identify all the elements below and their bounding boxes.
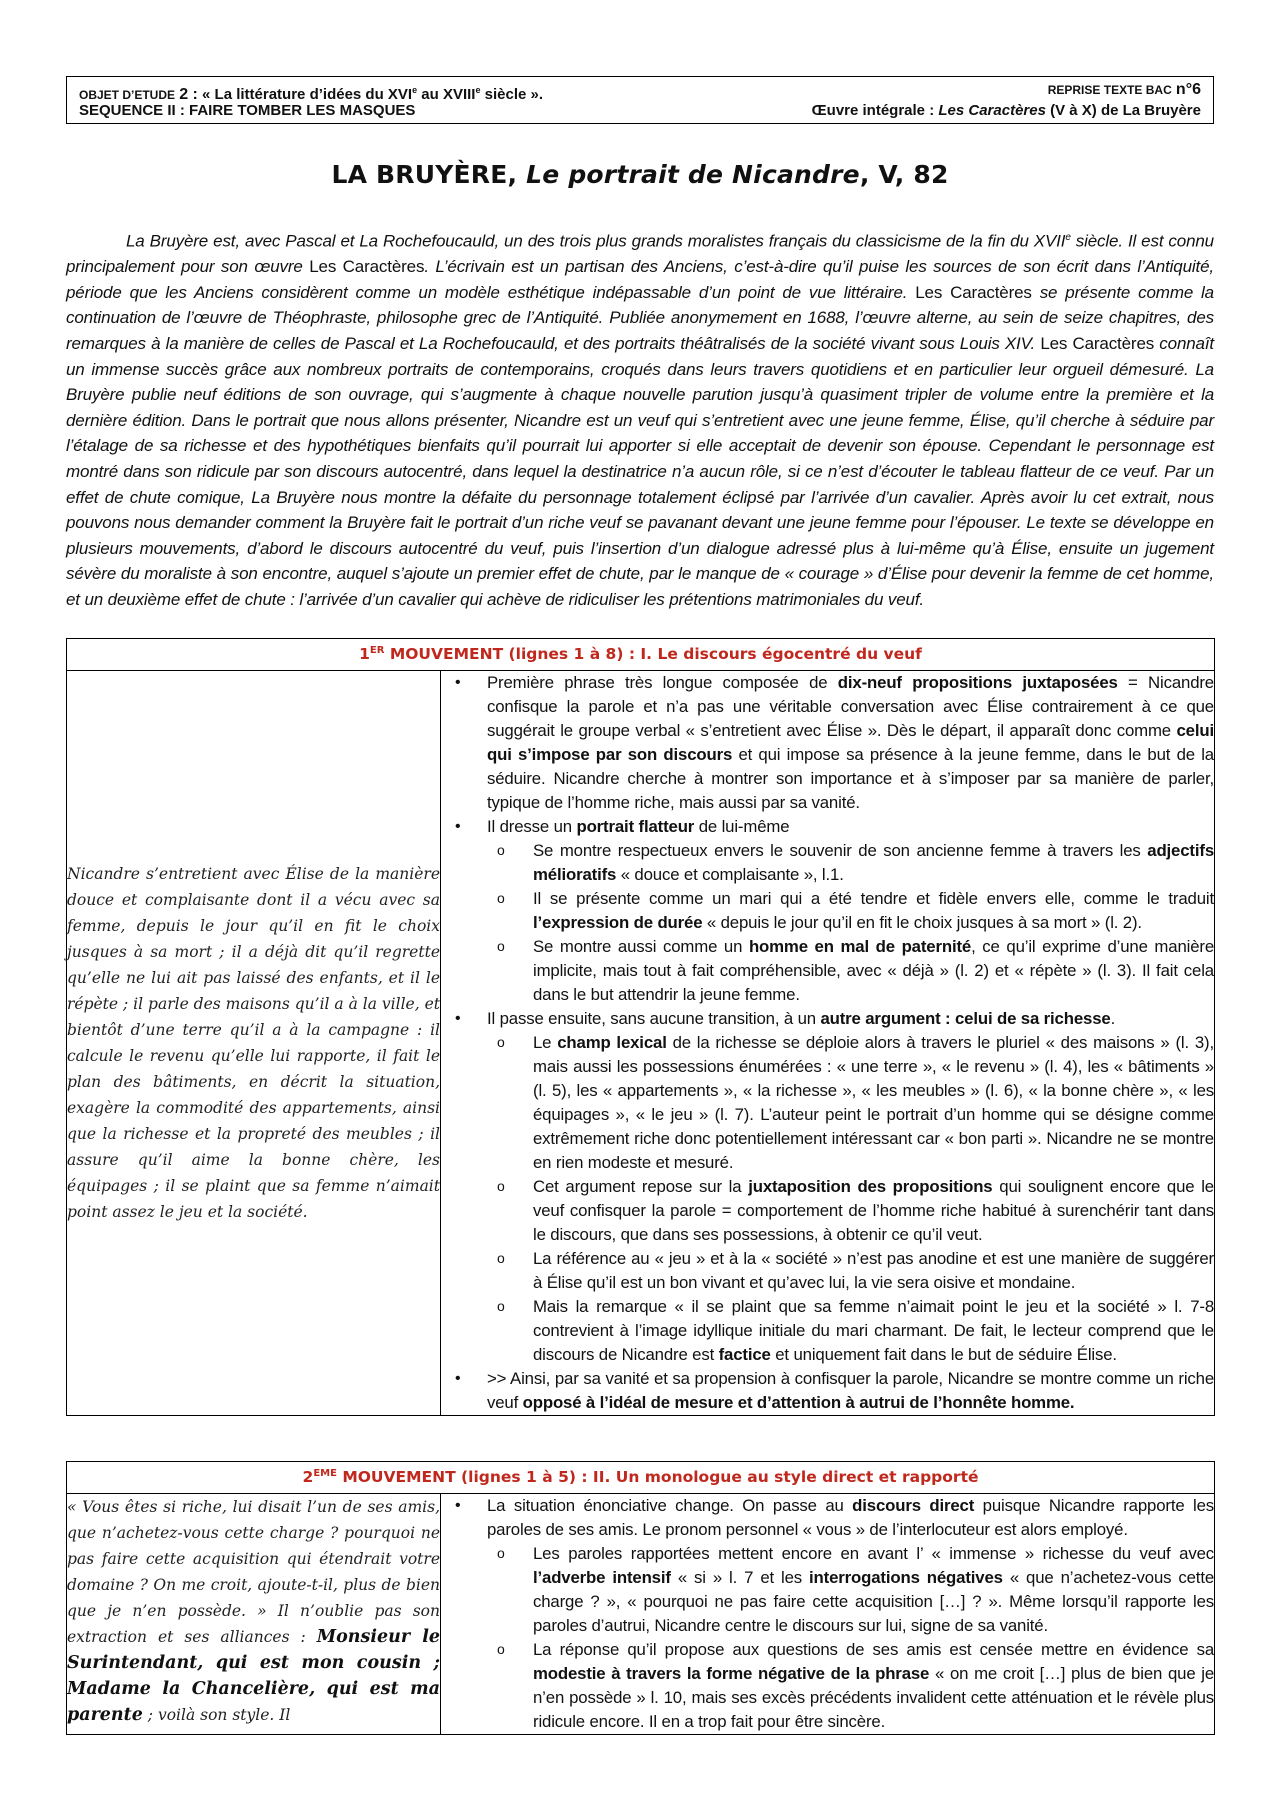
sub-list-item: o Mais la remarque « il se plaint que sa femme n’aimait point le jeu et la société » l. 7-8 contrevient à l’image idyllique initiale du mari charmant. De fait, le lecteur comprend que le discours de Nicandre est factice et uniquement fait dans le but de séduire Élise. bbox=[487, 1295, 1214, 1367]
movement-2-analysis bbox=[441, 1494, 1215, 1735]
movement-1-table bbox=[66, 638, 1215, 1416]
movement-1-analysis bbox=[441, 671, 1215, 1416]
list-item: • La situation énonciative change. On passe au discours direct puisque Nicandre rapporte les paroles de ses amis. Le pronom personnel « vous » de l’interlocuteur est alors employé. o Les paroles rapportées mettent encore en avant l’ « immense » richesse du veuf avec l’adverbe intensif « si » l. 7 et les interrogations négatives « que n’achetez-vous cette charge ? », « pourquoi ne pas faire cette acquisition […] ? ». Même lorsqu’il rapporte les paroles d’autrui, Nicandre centre le discours sur lui, signe de sa vanité. o La réponse qu’il propose aux questions de ses amis est censée mettre en évidence sa modestie à travers la forme négative de la phrase « on me croit […] plus de bien que je n’en possède » l. 10, mais ses excès précédents invalident cette atténuation et le révèle plus ridicule encore. Il en a trop fait pour être sincère. bbox=[441, 1494, 1214, 1734]
sub-list-item: o Le champ lexical de la richesse se déploie alors à travers le pluriel « des maisons » (l. 3), mais aussi les possessions énumérées : « une terre », « le revenu » (l. 4), les « bâtiments » (l. 5), les « appartements », « la richesse », « les meubles » (l. 6), « la bonne chère », « les équipages », « le jeu » (l. 7). L’auteur peint le portrait d’un homme qui se désigne comme extrêmement riche donc potentiellement intéressant car « bon parti ». Nicandre ne se montre en rien modeste et mesuré. bbox=[487, 1031, 1214, 1175]
oeuvre-label: Œuvre intégrale : Les Caractères (V à X) de La Bruyère bbox=[811, 102, 1201, 119]
movement-2-quote: « Vous êtes si riche, lui disait l’un de ses amis, que n’achetez-vous cette charge ? pourquoi ne pas faire cette acquisition qui étendrait votre domaine ? On me croit, ajoute-t-il, plus de bien que je n’en possède. » Il n’oublie pas son extraction et ses alliances : Monsieur le Surintendant, qui est mon cousin ; Madame la Chancelière, qui est ma parente ; voilà son style. Il bbox=[67, 1494, 441, 1735]
introduction-paragraph: La Bruyère est, avec Pascal et La Rochefoucauld, un des trois plus grands moralistes français du classicisme de la fin du XVIIe siècle. Il est connu principalement pour son œuvre Les Caractères. L’écrivain est un partisan des Anciens, c’est-à-dire qu’il puise les sources de son écrit dans l’Antiquité, période que les Anciens considèrent comme un modèle esthétique indépassable d’un point de vue littéraire. Les Caractères se présente comme la continuation de l’œuvre de Théophraste, philosophe grec de l’Antiquité. Publiée anonymement en 1688, l’œuvre alterne, au sein de seize chapitres, des remarques à la manière de celles de Pascal et La Rochefoucauld, et des portraits théâtralisés de la société vivant sous Louis XIV. Les Caractères connaît un immense succès grâce aux nombreux portraits de contemporains, croqués dans leurs travers quotidiens et en particulier leur orgueil démesuré. La Bruyère publie neuf éditions de son ouvrage, qui s’augmente à chaque nouvelle parution jusqu’à quasiment tripler de volume entre la première et la dernière édition. Dans le portrait que nous allons présenter, Nicandre est un veuf qui s’entretient avec une jeune femme, Élise, qu’il cherche à séduire par l’étalage de sa richesse et des hypothétiques bienfaits qu’il pourrait lui apporter si elle acceptait de devenir son épouse. Cependant le personnage est montré dans son ridicule par son discours autocentré, dans lequel la destinatrice n’a aucun rôle, si ce n’est d’écouter le tableau flatteur de ce veuf. Par un effet de chute comique, La Bruyère nous montre la défaite du personnage totalement éclipsé par l’arrivée d’un cavalier. Après avoir lu cet extrait, nous pouvons nous demander comment la Bruyère fait le portrait d’un riche veuf se pavanant devant une jeune femme pour l’épouser. Le texte se développe en plusieurs mouvements, d’abord le discours autocentré du veuf, puis l’insertion d’un dialogue adressé plus à lui-même qu’à Élise, ensuite un jugement sévère du moraliste à son encontre, auquel s’ajoute un premier effet de chute, par le manque de « courage » d’Élise pour devenir la femme de cet homme, et un deuxième effet de chute : l’arrivée d’un cavalier qui achève de ridiculiser les prétentions matrimoniales du veuf. bbox=[66, 231, 1215, 609]
movement-1-quote: Nicandre s’entretient avec Élise de la manière douce et complaisante dont il a vécu avec sa femme, depuis le jour qu’il en fit le choix jusques à sa mort ; il a déjà dit qu’il regrette qu’elle ne lui ait pas laissé des enfants, et il le répète ; il parle des maisons qu’il a à la ville, et bientôt d’une terre qu’il a à la campagne : il calcule le revenu qu’elle lui rapporte, il fait le plan des bâtiments, en décrit la situation, exagère la commodité des appartements, ainsi que la richesse et la propreté des meubles ; il assure qu’il aime la bonne chère, les équipages ; il se plaint que sa femme n’aimait point assez le jeu et la société. bbox=[67, 671, 441, 1416]
movement-2-table bbox=[66, 1461, 1215, 1735]
sub-list-item: o Se montre aussi comme un homme en mal de paternité, ce qu’il exprime d’une manière implicite, mais tout à fait compréhensible, avec « déjà » (l. 2) et « répète » (l. 3). Il fait cela dans le but attendrir la jeune femme. bbox=[487, 935, 1214, 1007]
list-item: • Première phrase très longue composée de dix-neuf propositions juxtaposées = Nicandre confisque la parole et n’a pas une véritable conversation avec Élise contrairement à ce que suggérait le groupe verbal « s’entretient avec Élise ». Dès le départ, il apparaît donc comme celui qui s’impose par son discours et qui impose sa présence à la jeune femme, dans le but de la séduire. Nicandre cherche à montrer son importance et à s’imposer par sa manière de parler, typique de l’homme riche, mais aussi par sa vanité. bbox=[441, 671, 1214, 815]
page-title: LA BRUYÈRE, Le portrait de Nicandre, V, 82 bbox=[331, 160, 949, 189]
sub-list-item: o La réponse qu’il propose aux questions de ses amis est censée mettre en évidence sa modestie à travers la forme négative de la phrase « on me croit […] plus de bien que je n’en possède » l. 10, mais ses excès précédents invalident cette atténuation et le révèle plus ridicule encore. Il en a trop fait pour être sincère. bbox=[487, 1638, 1214, 1734]
list-item: • Il passe ensuite, sans aucune transition, à un autre argument : celui de sa richesse. o Le champ lexical de la richesse se déploie alors à travers le pluriel « des maisons » (l. 3), mais aussi les possessions énumérées : « une terre », « le revenu » (l. 4), les « bâtiments » (l. 5), les « appartements », « la richesse », « les meubles » (l. 6), « la bonne chère », « les équipages », « le jeu » (l. 7). L’auteur peint le portrait d’un homme qui se désigne comme extrêmement riche donc potentiellement intéressant car « bon parti ». Nicandre ne se montre en rien modeste et mesuré. o Cet argument repose sur la juxtaposition des propositions qui soulignent encore que le veuf confisquer la parole = comportement de l’homme riche habitué à surenchérir tant dans le discours, que dans ses possessions, à obtenir ce qu’il veut. o La référence au « jeu » et à la « société » n’est pas anodine et est une manière de suggérer à Élise qu’il est un bon vivant et qu’avec lui, la vie sera oisive et mondaine. o Mais la remarque « il se plaint que sa femme n’aimait point le jeu et la société » l. 7-8 contrevient à l’image idyllique initiale du mari charmant. De fait, le lecteur comprend que le discours de Nicandre est factice et uniquement fait dans le but de séduire Élise. bbox=[441, 1007, 1214, 1367]
sub-list-item: o Se montre respectueux envers le souvenir de son ancienne femme à travers les adjectifs mélioratifs « douce et complaisante », l.1. bbox=[487, 839, 1214, 887]
sequence-label: SEQUENCE II : FAIRE TOMBER LES MASQUES bbox=[79, 102, 416, 119]
sub-list-item: o Cet argument repose sur la juxtaposition des propositions qui soulignent encore que le veuf confisquer la parole = comportement de l’homme riche habitué à surenchérir tant dans le discours, que dans ses possessions, à obtenir ce qu’il veut. bbox=[487, 1175, 1214, 1247]
list-item: • >> Ainsi, par sa vanité et sa propension à confisquer la parole, Nicandre se montre comme un riche veuf opposé à l’idéal de mesure et d’attention à autrui de l’honnête homme. bbox=[441, 1367, 1214, 1415]
document-header bbox=[66, 76, 1214, 124]
movement-2-heading: 2EME MOUVEMENT (lignes 1 à 5) : II. Un monologue au style direct et rapporté bbox=[67, 1462, 1215, 1494]
text-reference: REPRISE TEXTE BAC n°6 bbox=[1047, 81, 1201, 98]
movement-1-heading: 1ER MOUVEMENT (lignes 1 à 8) : I. Le discours égocentré du veuf bbox=[67, 639, 1215, 671]
sub-list-item: o Les paroles rapportées mettent encore en avant l’ « immense » richesse du veuf avec l’adverbe intensif « si » l. 7 et les interrogations négatives « que n’achetez-vous cette charge ? », « pourquoi ne pas faire cette acquisition […] ? ». Même lorsqu’il rapporte les paroles d’autrui, Nicandre centre le discours sur lui, signe de sa vanité. bbox=[487, 1542, 1214, 1638]
sub-list-item: o La référence au « jeu » et à la « société » n’est pas anodine et est une manière de suggérer à Élise qu’il est un bon vivant et qu’avec lui, la vie sera oisive et mondaine. bbox=[487, 1247, 1214, 1295]
list-item: • Il dresse un portrait flatteur de lui-même o Se montre respectueux envers le souvenir de son ancienne femme à travers les adjectifs mélioratifs « douce et complaisante », l.1. o Il se présente comme un mari qui a été tendre et fidèle envers elle, comme le traduit l’expression de durée « depuis le jour qu’il en fit le choix jusques à sa mort » (l. 2). o Se montre aussi comme un homme en mal de paternité, ce qu’il exprime d’une manière implicite, mais tout à fait compréhensible, avec « déjà » (l. 2) et « répète » (l. 3). Il fait cela dans le but attendrir la jeune femme. bbox=[441, 815, 1214, 1007]
sub-list-item: o Il se présente comme un mari qui a été tendre et fidèle envers elle, comme le traduit l’expression de durée « depuis le jour qu’il en fit le choix jusques à sa mort » (l. 2). bbox=[487, 887, 1214, 935]
course-objective: OBJET D’ETUDE 2 : « La littérature d’idées du XVIe au XVIIIe siècle ». bbox=[79, 85, 544, 103]
